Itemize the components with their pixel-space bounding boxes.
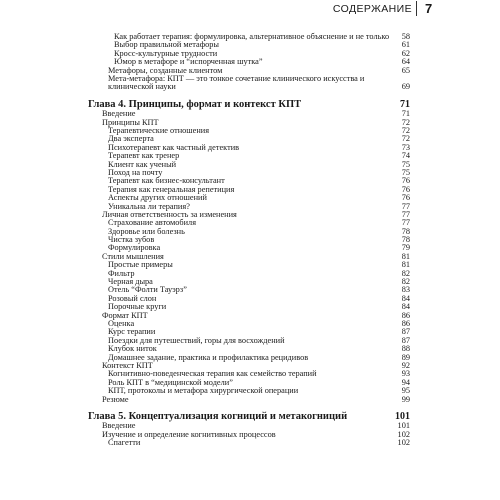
toc-entry-page: 83: [401, 285, 410, 295]
toc-entry-title: Как работает терапия: формулировка, альтернативное объяснение и не только: [114, 32, 390, 41]
toc-entry-page: 62: [401, 48, 410, 58]
toc-entry: [0, 253, 500, 261]
toc-entry-title: Клубок ниток: [108, 344, 157, 354]
toc-entry-title: Когнитивно-поведенческая терапия как семейство терапий: [108, 369, 317, 379]
table-of-contents: [0, 33, 500, 448]
toc-entry: [0, 194, 500, 202]
toc-entry-title: Метафоры, созданные клиентом: [108, 65, 223, 75]
toc-entry: [0, 396, 500, 404]
toc-entry-page: 75: [401, 159, 410, 169]
toc-entry-title: Выбор правильной метафоры: [114, 40, 219, 50]
toc-entry-page: 81: [401, 260, 410, 270]
toc-entry: [0, 33, 500, 41]
toc-entry: [0, 320, 500, 328]
toc-entry-page: 76: [401, 176, 410, 186]
toc-entry-title: Терапевт как бизнес-консультант: [108, 176, 225, 186]
toc-entry-title: Изучение и определение когнитивных процессов: [102, 429, 276, 439]
toc-entry: [0, 161, 500, 169]
toc-entry: [0, 370, 500, 378]
toc-entry-title: Введение: [102, 421, 136, 431]
toc-entry: [0, 278, 500, 286]
toc-entry: [0, 312, 500, 320]
toc-entry-title: Чистка зубов: [108, 235, 155, 245]
running-header: СОДЕРЖАНИЕ: [332, 3, 412, 15]
toc-entry: [0, 75, 500, 83]
toc-entry-page: 81: [401, 251, 410, 261]
toc-entry-page: 64: [401, 57, 410, 67]
toc-entry: [0, 58, 500, 66]
toc-entry: [0, 135, 500, 143]
toc-entry-title: Введение: [102, 109, 136, 119]
toc-entry: [0, 41, 500, 49]
toc-entry-title: Формулировка: [108, 243, 161, 253]
toc-entry-page: 78: [401, 226, 410, 236]
toc-entry-page: 84: [401, 302, 410, 312]
page-number: 7: [425, 1, 433, 16]
toc-entry-page: 88: [401, 344, 410, 354]
toc-entry: [0, 110, 500, 118]
toc-entry: [0, 169, 500, 177]
toc-entry: [0, 261, 500, 269]
toc-entry-title: Принципы КПТ: [102, 117, 159, 127]
toc-entry-page: 102: [397, 438, 410, 448]
toc-entry-title: Терапия как генеральная репетиция: [108, 184, 235, 194]
toc-entry-page: 94: [401, 377, 410, 387]
toc-entry-title: Психотерапевт как частный детектив: [108, 142, 240, 152]
toc-entry-title: Домашнее задание, практика и профилактика рецидивов: [108, 352, 309, 362]
toc-entry-page: 86: [401, 319, 410, 328]
toc-entry-title: Фильтр: [108, 268, 135, 278]
toc-entry-page: 101: [395, 410, 410, 422]
toc-entry: [0, 303, 500, 311]
toc-entry-page: 73: [401, 142, 410, 152]
toc-entry-page: 82: [401, 277, 410, 287]
toc-entry-title: Отель “Фолти Тауэрз”: [108, 285, 187, 295]
toc-entry-title: Формат КПТ: [102, 310, 148, 320]
toc-entry-title: клинической науки: [108, 82, 176, 92]
toc-entry-title: Аспекты других отношений: [108, 193, 207, 203]
toc-entry: [0, 228, 500, 236]
toc-entry-title: Поход на почту: [108, 167, 163, 177]
toc-entry-title: Терапевтические отношения: [108, 126, 210, 136]
toc-entry: [0, 119, 500, 127]
toc-entry-page: 93: [401, 369, 410, 379]
toc-entry-page: 95: [401, 386, 410, 396]
toc-entry-title: Оценка: [108, 319, 135, 328]
toc-entry-title: Клиент как ученый: [108, 159, 177, 169]
toc-entry-page: 89: [401, 352, 410, 362]
toc-entry-page: 75: [401, 167, 410, 177]
toc-entry-page: 69: [401, 82, 410, 92]
toc-entry-page: 99: [401, 394, 410, 404]
toc-entry-title: Уникальна ли терапия?: [108, 201, 190, 211]
toc-entry-page: 58: [401, 32, 410, 41]
toc-entry-page: 71: [401, 109, 410, 119]
header-divider: [416, 1, 417, 16]
toc-entry-title: Юмор в метафоре и “испорченная шутка”: [114, 57, 263, 67]
toc-entry-title: Роль КПТ в “медицинской модели”: [108, 377, 233, 387]
toc-entry-page: 87: [401, 335, 410, 345]
toc-entry: [0, 152, 500, 160]
toc-entry-title: Курс терапии: [108, 327, 156, 337]
toc-entry: [0, 439, 500, 447]
toc-entry-title: Резюме: [102, 394, 129, 404]
toc-entry: [0, 236, 500, 244]
toc-entry-page: 74: [401, 151, 410, 161]
toc-entry: [0, 354, 500, 362]
toc-entry-page: 72: [401, 126, 410, 136]
toc-entry: [0, 83, 500, 91]
toc-entry-page: 102: [397, 429, 410, 439]
toc-entry-page: 72: [401, 117, 410, 127]
toc-entry-page: 76: [401, 184, 410, 194]
toc-entry-title: Глава 4. Принципы, формат и контекст КПТ: [88, 98, 302, 110]
toc-entry: [0, 219, 500, 227]
toc-entry-title: Два эксперта: [108, 134, 154, 144]
toc-entry-page: 61: [401, 40, 410, 50]
toc-entry: [0, 337, 500, 345]
toc-entry-title: Здоровье или болезнь: [108, 226, 185, 236]
toc-entry-page: 101: [397, 421, 410, 431]
toc-entry: [0, 127, 500, 135]
toc-entry-page: 86: [401, 310, 410, 320]
toc-entry-title: Мета-метафора: КПТ — это тонкое сочетание клинического искусства и: [108, 73, 365, 83]
toc-entry-title: Контекст КПТ: [102, 360, 153, 370]
toc-entry-page: 84: [401, 293, 410, 303]
toc-entry-title: Поездки для путешествий, горы для восхождений: [108, 335, 285, 345]
toc-entry: [0, 211, 500, 219]
toc-entry-title: КПТ, протоколы и метафора хирургической операции: [108, 386, 299, 396]
toc-entry-title: Страхование автомобиля: [108, 218, 197, 228]
toc-chapter: [0, 411, 500, 423]
toc-entry-title: Глава 5. Концептуализация когниций и метакогниций: [88, 410, 348, 422]
toc-entry-page: 82: [401, 268, 410, 278]
toc-entry-title: Спагетти: [108, 438, 141, 448]
toc-entry-page: 77: [401, 218, 410, 228]
toc-entry-title: Личная ответственность за изменения: [102, 209, 237, 219]
toc-entry-page: 76: [401, 193, 410, 203]
toc-entry: [0, 186, 500, 194]
toc-entry-page: 78: [401, 235, 410, 245]
toc-chapter: [0, 99, 500, 111]
toc-entry: [0, 203, 500, 211]
toc-entry-page: 92: [401, 360, 410, 370]
toc-entry-page: 77: [401, 209, 410, 219]
toc-entry: [0, 270, 500, 278]
toc-entry: [0, 387, 500, 395]
toc-entry-title: Розовый слон: [108, 293, 157, 303]
toc-entry-title: Простые примеры: [108, 260, 173, 270]
toc-entry: [0, 295, 500, 303]
toc-entry-page: 65: [401, 65, 410, 75]
toc-entry-page: 77: [401, 201, 410, 211]
toc-entry-page: 72: [401, 134, 410, 144]
toc-entry-page: 71: [400, 98, 410, 110]
toc-entry: [0, 286, 500, 294]
toc-entry-title: Черная дыра: [108, 277, 153, 287]
toc-entry: [0, 431, 500, 439]
toc-entry-page: 79: [401, 243, 410, 253]
toc-entry-page: 87: [401, 327, 410, 337]
toc-entry: [0, 244, 500, 252]
toc-entry: [0, 144, 500, 152]
toc-entry: [0, 177, 500, 185]
toc-entry-title: Терапевт как тренер: [108, 151, 180, 161]
toc-entry-title: Порочные круги: [108, 302, 167, 312]
toc-entry-title: Стили мышления: [102, 251, 164, 261]
toc-entry-title: Кросс-культурные трудности: [114, 48, 218, 58]
